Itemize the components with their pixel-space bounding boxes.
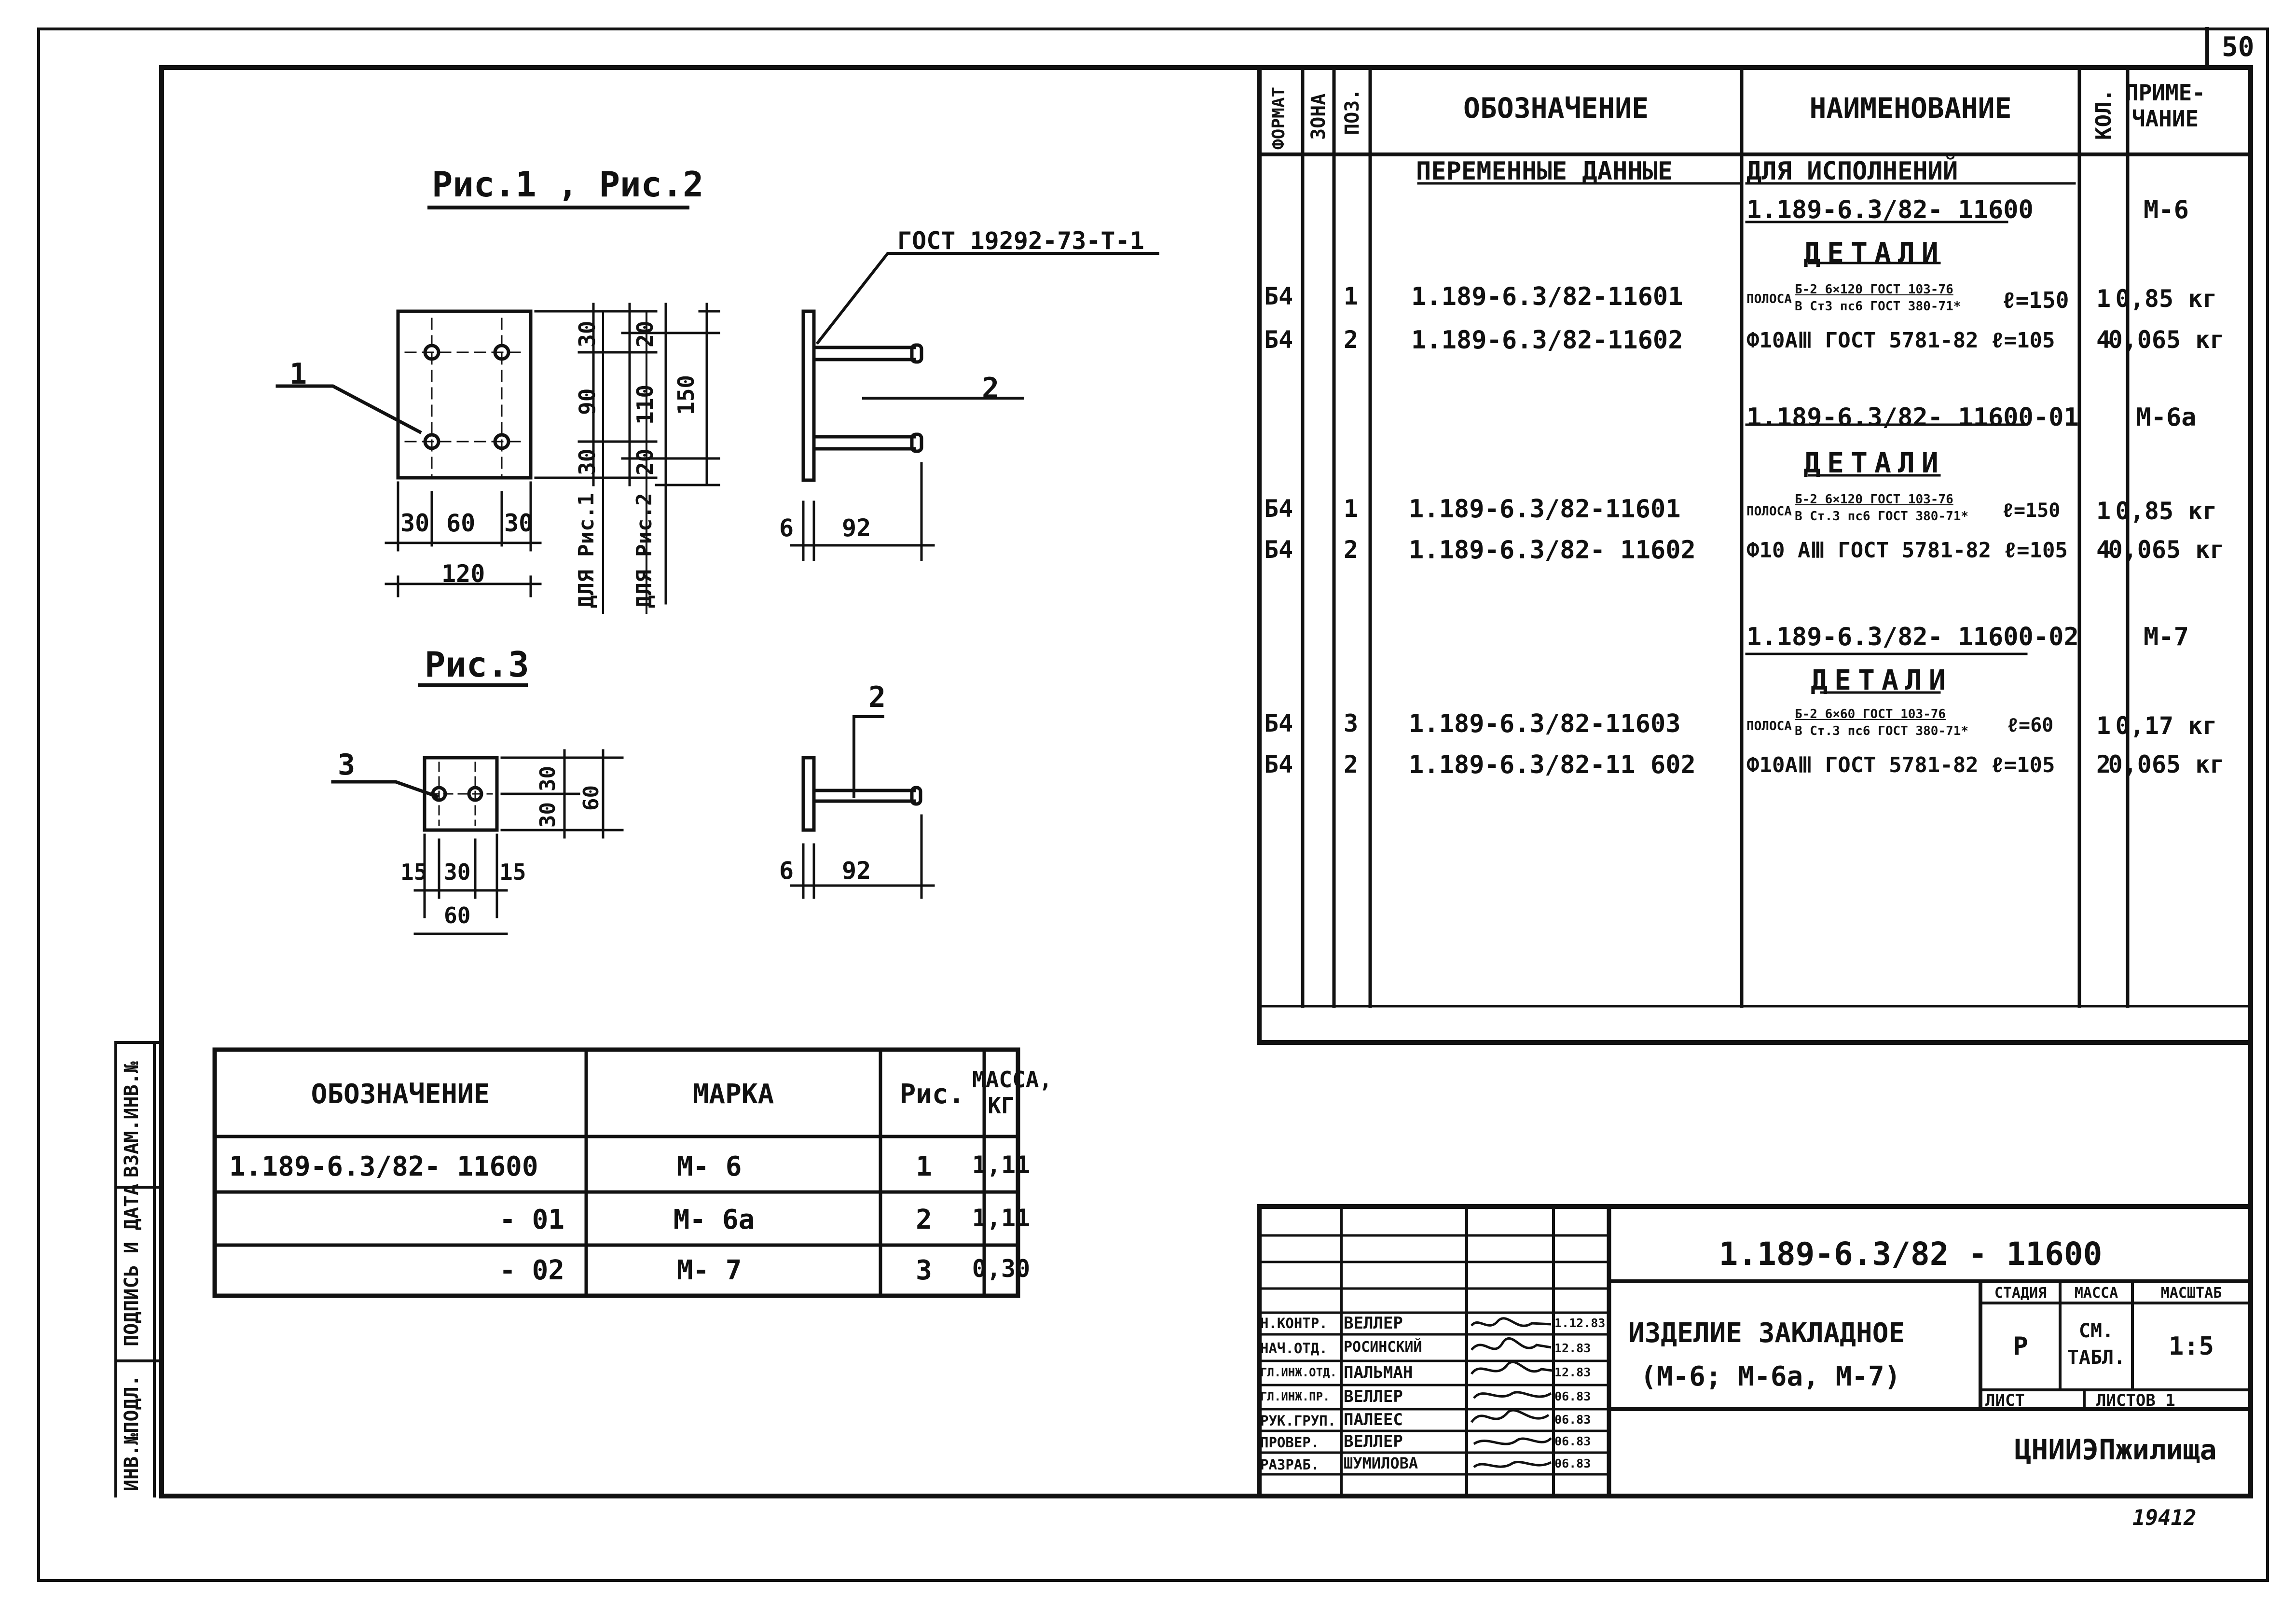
spec-b3-code: 1.189-6.3/82- 11600-02: [1746, 623, 2079, 652]
mass-row1-mark: М- 6: [676, 1151, 742, 1182]
spec-b1-i1-des: 1.189-6.3/82-11601: [1411, 282, 1683, 311]
strip-inv-number: ИНВ.№ПОДЛ.: [121, 1375, 143, 1491]
doc-code: 1.189-6.3/82 - 11600: [1719, 1235, 2103, 1273]
fig1-dim-r3: 30: [574, 448, 600, 475]
spec-b1-i1-name-pre: ПОЛОСА: [1746, 292, 1792, 306]
spec-b1-i1-fmt: Б4: [1264, 282, 1293, 310]
signer-name: РОСИНСКИЙ: [1344, 1339, 1422, 1356]
signer-role: Н.КОНТР.: [1260, 1315, 1328, 1331]
signer-date: 06.83: [1554, 1413, 1591, 1427]
fig3-dim-total-h: 60: [579, 785, 604, 811]
fig3-side-dim-l: 92: [842, 857, 871, 885]
spec-b1-i2-pos: 2: [1344, 326, 1359, 354]
spec-b3-i2-fmt: Б4: [1264, 750, 1293, 778]
spec-b2-i2-des: 1.189-6.3/82- 11602: [1409, 536, 1696, 565]
spec-b1-section: ДЕТАЛИ: [1803, 236, 1945, 269]
spec-b1-code: 1.189-6.3/82- 11600: [1746, 195, 2034, 224]
signer-name: ПАЛЬМАН: [1344, 1363, 1413, 1382]
fig1-for-fig1: ДЛЯ Рис.1: [574, 493, 599, 608]
strip-signature-date: ПОДПИСЬ И ДАТА: [121, 1183, 143, 1346]
spec-b3-i2-des: 1.189-6.3/82-11 602: [1409, 750, 1696, 779]
spec-b2-i1-qty: 1: [2096, 497, 2111, 525]
spec-b2-i2-fmt: Б4: [1264, 536, 1293, 564]
spec-b2-i1-fmt: Б4: [1264, 495, 1293, 523]
mass-row1-designation: 1.189-6.3/82- 11600: [229, 1151, 538, 1182]
spec-b1-i1-name-post: ℓ=150: [2002, 287, 2069, 313]
signer-name: ШУМИЛОВА: [1344, 1454, 1418, 1472]
signer-date: 06.83: [1554, 1456, 1591, 1470]
spec-b2-i2-pos: 2: [1344, 536, 1359, 564]
stage-value: Р: [2013, 1332, 2028, 1361]
mass-row1-mass: 1,11: [972, 1151, 1031, 1179]
strip-replace-inv: ВЗАМ.ИНВ.№: [121, 1061, 143, 1178]
spec-b3-i1-name-post: ℓ=60: [2007, 714, 2054, 736]
spec-b2-i1-frac-top: Б-2 6×120 ГОСТ 103-76: [1795, 492, 1953, 507]
mass-header-mark: МАРКА: [692, 1079, 774, 1110]
fig1-dim-w3: 30: [504, 509, 534, 537]
spec-header-pos: ПОЗ.: [1341, 88, 1363, 135]
signer-role: РУК.ГРУП.: [1260, 1413, 1336, 1429]
fig3-dim-total-w: 60: [444, 902, 471, 929]
signer-date: 1.12.83: [1554, 1316, 1606, 1330]
spec-header-designation: ОБОЗНАЧЕНИЕ: [1463, 92, 1649, 125]
spec-b3-section: ДЕТАЛИ: [1811, 664, 1952, 696]
spec-b1-i1-frac-top: Б-2 6×120 ГОСТ 103-76: [1795, 282, 1953, 297]
spec-b2-i2-note: 0,065 кг: [2108, 536, 2225, 564]
fig1-dim-w1: 30: [400, 509, 430, 537]
spec-b3-note: М-7: [2144, 623, 2189, 652]
spec-b1-i2-des: 1.189-6.3/82-11602: [1411, 326, 1683, 355]
signer-date: 06.83: [1554, 1389, 1591, 1403]
fig3-side-dim-t: 6: [779, 857, 794, 885]
signer-name: ВЕЛЛЕР: [1344, 1432, 1403, 1451]
spec-b2-i1-pos: 1: [1344, 495, 1359, 523]
spec-b2-i1-note: 0,85 кг: [2115, 497, 2217, 525]
spec-b1-i1-qty: 1: [2096, 285, 2111, 313]
signer-role: РАЗРАБ.: [1260, 1456, 1320, 1473]
fig3-dim-w1: 15: [400, 859, 427, 885]
spec-b2-i2-qty: 4: [2096, 536, 2111, 564]
label-pos3: 3: [338, 748, 356, 782]
label-pos2: 2: [982, 372, 1000, 405]
sheet-number: 50: [2222, 31, 2255, 63]
mass-row2-mark: М- 6а: [673, 1204, 755, 1235]
fig1-dim-s2: 110: [632, 384, 658, 425]
spec-b3-i1-des: 1.189-6.3/82-11603: [1409, 709, 1681, 738]
mass-line2: ТАБЛ.: [2067, 1346, 2126, 1369]
fig1-dim-r1: 30: [574, 320, 600, 347]
product-line1: ИЗДЕЛИЕ ЗАКЛАДНОЕ: [1628, 1317, 1905, 1349]
spec-header-format: ФОРМАТ: [1269, 86, 1289, 150]
spec-b3-i1-note: 0,17 кг: [2115, 712, 2217, 740]
fig3-dim-w3: 15: [499, 859, 526, 885]
spec-b2-i1-name-post: ℓ=150: [2002, 499, 2061, 522]
mass-row3-mass: 0,30: [972, 1255, 1031, 1283]
signer-name: ВЕЛЛЕР: [1344, 1314, 1403, 1333]
spec-header-name: НАИМЕНОВАНИЕ: [1809, 92, 2012, 125]
spec-b2-section: ДЕТАЛИ: [1803, 446, 1945, 479]
spec-b1-i2-fmt: Б4: [1264, 326, 1293, 354]
spec-b3-i2-name: Ф10АⅢ ГОСТ 5781-82 ℓ=105: [1746, 753, 2055, 777]
mass-row2-fig: 2: [916, 1204, 932, 1235]
spec-b1-i2-note: 0,065 кг: [2108, 326, 2225, 354]
spec-b3-i1-fmt: Б4: [1264, 709, 1293, 737]
signer-date: 06.83: [1554, 1434, 1591, 1448]
label-pos2b: 2: [868, 680, 886, 714]
spec-b3-i1-frac-bot: В Ст.3 пс6 ГОСТ 380-71*: [1795, 724, 1969, 738]
spec-b2-i2-name: Ф10 АⅢ ГОСТ 5781-82 ℓ=105: [1746, 538, 2068, 563]
mass-header-designation: ОБОЗНАЧЕНИЕ: [311, 1079, 490, 1110]
fig1-dim-s1: 20: [632, 320, 658, 347]
spec-header-note: ПРИМЕ-ЧАНИЕ: [2125, 80, 2206, 132]
fig1-dim-w2: 60: [446, 509, 476, 537]
signer-role: ГЛ.ИНЖ.ОТД.: [1260, 1366, 1337, 1379]
scale-value: 1:5: [2169, 1332, 2214, 1361]
mass-row1-fig: 1: [916, 1151, 932, 1182]
spec-b2-code: 1.189-6.3/82- 11600-01: [1746, 403, 2079, 432]
spec-b3-i1-pos: 3: [1344, 709, 1359, 737]
spec-b2-i1-frac-bot: В Ст.3 пс6 ГОСТ 380-71*: [1795, 509, 1969, 524]
fig2-dim-t: 6: [779, 514, 794, 542]
spec-variable-data: ПЕРЕМЕННЫЕ ДАННЫЕ: [1416, 157, 1673, 186]
fig1-for-fig2: ДЛЯ Рис.2: [632, 493, 657, 608]
spec-b3-i1-frac-top: Б-2 6×60 ГОСТ 103-76: [1795, 707, 1946, 721]
spec-b3-i1-qty: 1: [2096, 712, 2111, 740]
mass-header-fig: Рис.: [899, 1079, 965, 1110]
spec-b1-i2-qty: 4: [2096, 326, 2111, 354]
spec-b1-i2-name: Ф10АⅢ ГОСТ 5781-82 ℓ=105: [1746, 328, 2055, 353]
signature-scribbles: [1469, 1314, 1556, 1478]
signer-date: 12.83: [1554, 1341, 1591, 1355]
fig3-dim-h1: 30: [536, 766, 560, 791]
fig1-dim-s3: 20: [632, 448, 658, 475]
fig1-dim-total-w: 120: [441, 560, 485, 588]
mass-header: МАССА: [2074, 1285, 2118, 1302]
mass-row2-designation: - 01: [499, 1204, 564, 1235]
signer-name: ПАЛЕЕС: [1344, 1410, 1403, 1429]
spec-b1-i1-frac-bot: В Ст3 пс6 ГОСТ 380-71*: [1795, 299, 1961, 314]
spec-b3-i2-qty: 2: [2096, 750, 2111, 778]
mass-row3-designation: - 02: [499, 1255, 564, 1286]
label-pos1: 1: [289, 357, 307, 391]
signer-role: ГЛ.ИНЖ.ПР.: [1260, 1390, 1330, 1403]
fig2-dim-l: 92: [842, 514, 871, 542]
fig3-dim-h2: 30: [536, 802, 560, 828]
spec-b1-note: М-6: [2144, 195, 2189, 224]
signer-role: ПРОВЕР.: [1260, 1434, 1320, 1451]
stage-header: СТАДИЯ: [1994, 1285, 2047, 1302]
spec-b1-i1-note: 0,85 кг: [2115, 285, 2217, 313]
signer-name: ВЕЛЛЕР: [1344, 1387, 1403, 1406]
spec-header-zone: ЗОНА: [1307, 93, 1330, 140]
archive-number: 19412: [2132, 1506, 2197, 1530]
mass-line1: СМ.: [2078, 1320, 2114, 1342]
fig1-dim-r2: 90: [574, 388, 600, 415]
spec-b1-i1-pos: 1: [1344, 282, 1359, 310]
signer-date: 12.83: [1554, 1365, 1591, 1379]
sheets-label: ЛИСТОВ 1: [2096, 1391, 2175, 1410]
organization: ЦНИИЭПжилища: [2014, 1433, 2217, 1466]
product-line2: (М-6; М-6а, М-7): [1640, 1361, 1901, 1392]
mass-header-mass: МАССА, КГ: [972, 1067, 1053, 1119]
fig3-title: Рис.3: [425, 644, 529, 685]
spec-b2-i1-des: 1.189-6.3/82-11601: [1409, 495, 1681, 524]
spec-b2-note: М-6а: [2136, 403, 2197, 432]
gost-note: ГОСТ 19292-73-Т-1: [897, 227, 1144, 255]
fig1-dim-total-h: 150: [673, 374, 699, 415]
mass-row2-mass: 1,11: [972, 1204, 1031, 1232]
spec-b3-i2-pos: 2: [1344, 750, 1359, 778]
mass-row3-mark: М- 7: [676, 1255, 742, 1286]
fig12-title: Рис.1 , Рис.2: [432, 164, 704, 205]
spec-b2-i1-name-pre: ПОЛОСА: [1746, 504, 1792, 519]
spec-b3-i2-note: 0,065 кг: [2108, 750, 2225, 778]
spec-b3-i1-name-pre: ПОЛОСА: [1746, 719, 1792, 734]
scale-header: МАСШТАБ: [2160, 1285, 2222, 1302]
signer-role: НАЧ.ОТД.: [1260, 1340, 1328, 1357]
spec-for-variants: ДЛЯ ИСПОЛНЕНИЙ: [1746, 157, 1958, 186]
fig3-dim-w2: 30: [444, 859, 471, 885]
mass-row3-fig: 3: [916, 1255, 932, 1286]
sheet-label: ЛИСТ: [1985, 1391, 2025, 1410]
spec-header-qty: КОЛ.: [2091, 89, 2116, 140]
